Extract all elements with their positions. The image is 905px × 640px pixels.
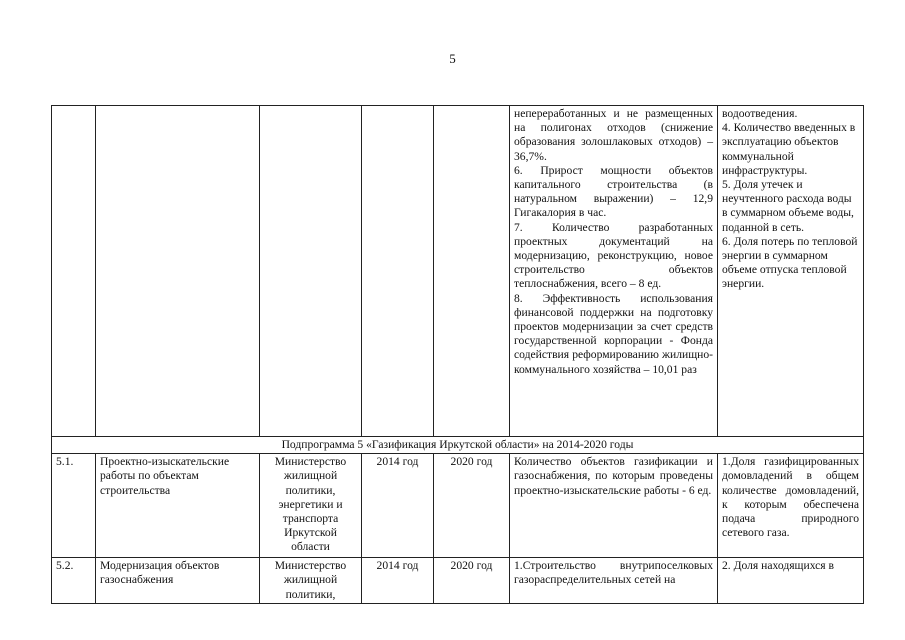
indicator-cell (510, 558, 718, 604)
result-text: 4. Количество введенных в эксплуатацию объектов коммунальной инфраструктуры. (722, 121, 856, 177)
result-text: 5. Доля утечек и неучтенного расхода воды в суммарном объеме воды, поданной в сеть. (722, 178, 854, 234)
row-number: 5.2. (52, 558, 96, 604)
cell-indicators (510, 106, 718, 437)
cell-num (52, 106, 96, 437)
indicator-text: Количество объектов газификации и газоснабжения, по которым проведены проектно-изыскательские работы - 6 ед. (514, 455, 713, 497)
subprogram-title: Подпрограмма 5 «Газификация Иркутской области» на 2014-2020 годы (52, 437, 864, 454)
activity-name: Модернизация объектов газоснабжения (96, 558, 260, 604)
result-text: водоотведения. (722, 107, 798, 120)
cell-end (434, 106, 510, 437)
page-number: 5 (449, 51, 456, 66)
indicator-cell (510, 454, 718, 558)
result-text: 2. Доля находящихся в (722, 559, 835, 573)
cell-start (362, 106, 434, 437)
end-year: 2020 год (434, 558, 510, 604)
result-text: 1.Доля газифицированных домовладений в общем количестве домовладений, к которым обеспечена подача природного сетевого газа. (722, 455, 859, 540)
start-year: 2014 год (362, 558, 434, 604)
indicator-text: 1.Строительство внутрипоселковых газораспределительных сетей на (514, 559, 713, 587)
start-year: 2014 год (362, 454, 434, 558)
row-number: 5.1. (52, 454, 96, 558)
indicator-text: 6. Прирост мощности объектов капитального строительства (в натуральном выражении) – 12,9 Гигакалория в час. (514, 163, 713, 220)
program-table (51, 105, 864, 604)
table-row (52, 558, 864, 604)
indicator-text: 8. Эффективность использования финансовой поддержки на подготовку проектов модернизации за счет средств государственной корпорации - Фонда содействия реформированию жилищно-коммунального хозяйства – 10,01 раз (514, 291, 713, 376)
subprogram-row (52, 437, 864, 454)
executor: Министерство жилищной политики, (260, 558, 362, 604)
result-cell (718, 558, 864, 604)
continued-row (52, 106, 864, 437)
activity-name: Проектно-изыскательские работы по объектам строительства (96, 454, 260, 558)
result-text: 6. Доля потерь по тепловой энергии в суммарном объеме отпуска тепловой энергии. (722, 234, 858, 291)
indicator-text: 7. Количество разработанных проектных документаций на модернизацию, реконструкцию, новое строительство объектов теплоснабжения, всего – 8 ед. (514, 220, 713, 291)
result-cell (718, 454, 864, 558)
executor: Министерство жилищной политики, энергетики и транспорта Иркутской области (260, 454, 362, 558)
cell-executor (260, 106, 362, 437)
cell-name (96, 106, 260, 437)
cell-results (718, 106, 864, 437)
indicator-text: непереработанных и не размещенных на полигонах отходов (снижение образования золошлаковых отходов) – 36,7%. (514, 107, 713, 163)
end-year: 2020 год (434, 454, 510, 558)
table-row (52, 454, 864, 558)
